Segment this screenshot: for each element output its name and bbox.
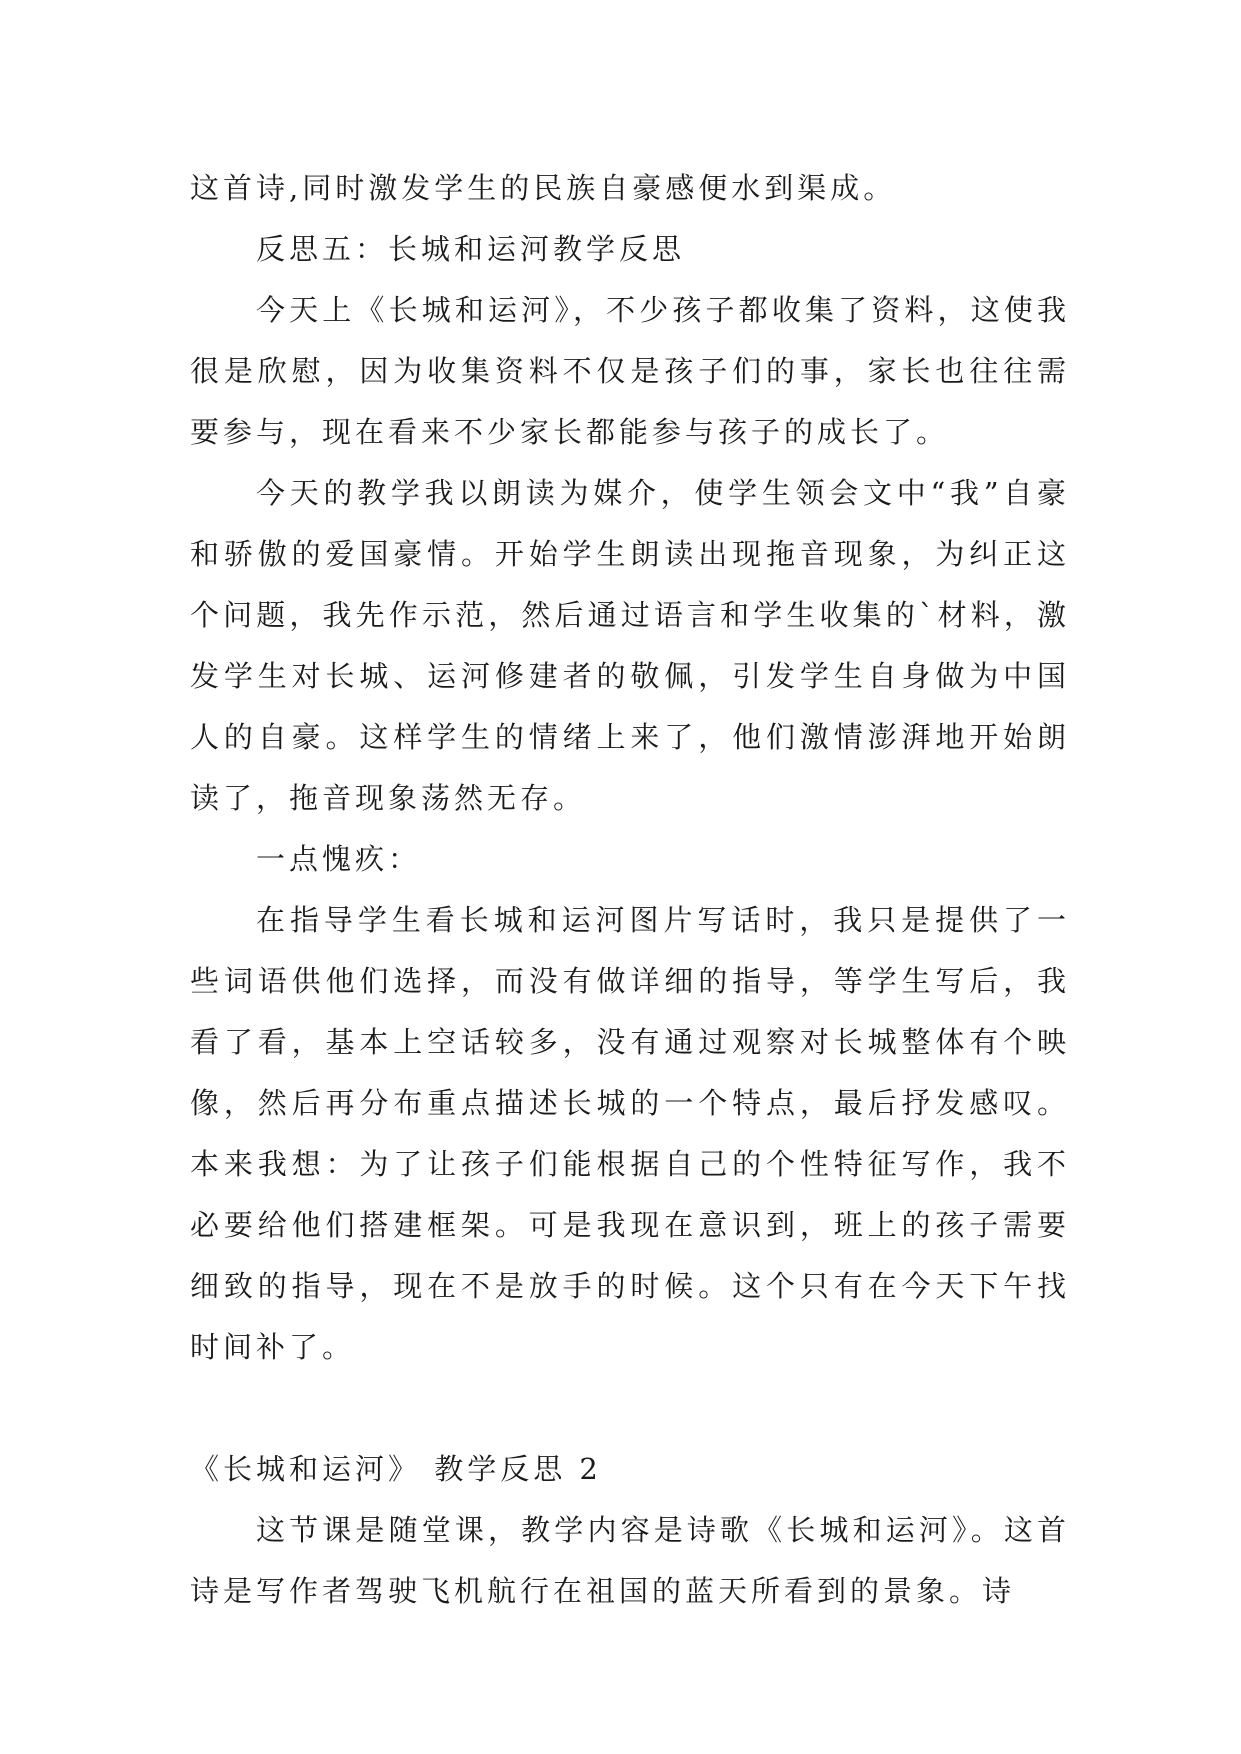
paragraph-materials: 今天上《长城和运河》，不少孩子都收集了资料，这使我很是欣慰，因为收集资料不仅是孩子们的事，家长也往往需要参与，现在看来不少家长都能参与孩子的成长了。 [190,293,1070,449]
section-spacer [190,1378,1070,1439]
paragraph-lesson: 这节课是随堂课，教学内容是诗歌《长城和运河》。这首诗是写作者驾驶飞机航行在祖国的蓝天所看到的景象。诗 [190,1513,1070,1608]
reflection-five-heading: 反思五：长城和运河教学反思 [256,232,686,266]
document-body [190,158,1070,1622]
paragraph-regret: 在指导学生看长城和运河图片写话时，我只是提供了一些词语供他们选择，而没有做详细的指导，等学生写后，我看了看，基本上空话较多，没有通过观察对长城整体有个映像，然后再分布重点描述长城的一个特点，最后抒发感叹。本来我想：为了让孩子们能根据自己的个性特征写作，我不必要给他们搭建框架。可是我现在意识到，班上的孩子需要细致的指导，现在不是放手的时候。这个只有在今天下午找时间补了。 [190,903,1070,1364]
paragraph-continuation: 这首诗,同时激发学生的民族自豪感便水到渠成。 [190,171,897,205]
paragraph-reading: 今天的教学我以朗读为媒介，使学生领会文中“我”自豪和骄傲的爱国豪情。开始学生朗读出现拖音现象，为纠正这个问题，我先作示范，然后通过语言和学生收集的`材料，激发学生对长城、运河修建者的敬佩，引发学生自身做为中国人的自豪。这样学生的情绪上来了，他们激情澎湃地开始朗读了，拖音现象荡然无存。 [190,476,1070,815]
regret-heading: 一点愧疚： [256,842,422,876]
section-title: 《长城和运河》 教学反思 2 [190,1452,602,1486]
